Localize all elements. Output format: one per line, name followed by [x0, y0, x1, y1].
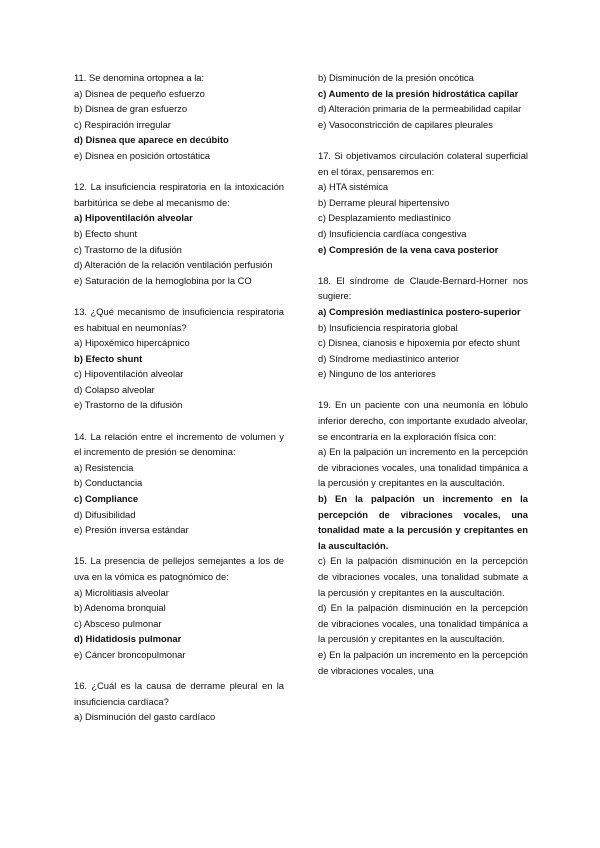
answer-option: e) Presión inversa estándar — [74, 524, 189, 536]
answer-option: d) Colapso alveolar — [74, 383, 155, 395]
answer-option: d) Síndrome mediastínico anterior — [318, 352, 460, 364]
answer-option: a) HTA sistémica — [318, 181, 389, 193]
answer-option-correct: d) Hidatidosis pulmonar — [74, 633, 182, 645]
answer-option-correct: b) Efecto shunt — [74, 352, 143, 364]
question-block — [318, 70, 528, 132]
answer-option: e) Vasoconstricción de capilares pleurales — [318, 118, 493, 130]
question-block — [74, 553, 284, 662]
question-block — [74, 70, 284, 164]
question-stem: 15. La presencia de pellejos semejantes a los de uva en la vómica es patognómico de: — [74, 555, 284, 582]
question-block — [74, 678, 284, 725]
left-column — [74, 70, 284, 741]
question-stem: 16. ¿Cuál es la causa de derrame pleural en la insuficiencia cardíaca? — [74, 680, 284, 707]
answer-option: c) En la palpación disminución en la percepción de vibraciones vocales, una tonalidad submate a la percusión y crepitantes en la auscultación. — [318, 555, 528, 598]
answer-option-correct: d) Disnea que aparece en decúbito — [74, 134, 229, 146]
question-stem: 12. La insuficiencia respiratoria en la intoxicación barbitúrica se debe al mecanismo de: — [74, 181, 284, 208]
question-block — [318, 273, 528, 382]
answer-option: a) Resistencia — [74, 461, 134, 473]
answer-option: b) Adenoma bronquial — [74, 602, 166, 614]
answer-option-correct: c) Compliance — [74, 493, 139, 505]
question-stem: 18. El síndrome de Claude-Bernard-Horner nos sugiere: — [318, 274, 528, 302]
answer-option: c) Respiración irregular — [74, 118, 171, 130]
answer-option: c) Hipoventilación alveolar — [74, 368, 184, 380]
answer-option-correct: b) En la palpación un incremento en la percepción de vibraciones vocales, una tonalidad mate a la percusión y crepitantes en la auscultación. — [318, 493, 528, 551]
answer-option: c) Absceso pulmonar — [74, 617, 162, 629]
question-stem: 19. En un paciente con una neumonía en lóbulo inferior derecho, con importante exudado alveolar, se encontraría en la exploración física con: — [318, 399, 528, 442]
answer-option-correct: a) Hipoventilación alveolar — [74, 212, 193, 224]
answer-option: b) Efecto shunt — [74, 227, 138, 239]
question-block — [74, 429, 284, 538]
answer-option: e) En la palpación un incremento en la percepción de vibraciones vocales, una — [318, 648, 528, 676]
answer-option: b) Disnea de gran esfuerzo — [74, 103, 188, 115]
answer-option: c) Disnea, cianosis e hipoxemia por efecto shunt — [318, 337, 520, 349]
answer-option-correct: a) Compresión mediastínica postero-superior — [318, 305, 521, 317]
right-column — [318, 70, 528, 694]
question-stem: 14. La relación entre el incremento de volumen y el incremento de presión se denomina: — [74, 430, 284, 458]
answer-option: b) Conductancia — [74, 477, 143, 489]
answer-option: b) Derrame pleural hipertensivo — [318, 196, 450, 208]
answer-option: d) En la palpación disminución en la percepción de vibraciones vocales, una tonalidad timpánica a la percusión y crepitantes en la auscultación. — [318, 602, 528, 645]
answer-option: d) Alteración primaria de la permeabilidad capilar — [318, 103, 522, 115]
answer-option: b) Disminución de la presión oncótica — [318, 72, 474, 83]
answer-option: c) Trastorno de la difusión — [74, 243, 182, 255]
question-block — [74, 304, 284, 413]
answer-option: c) Desplazamiento mediastínico — [318, 212, 451, 224]
answer-option: a) Hipoxémico hipercápnico — [74, 337, 190, 349]
answer-option: a) Disminución del gasto cardíaco — [74, 711, 216, 723]
answer-option: a) Disnea de pequeño esfuerzo — [74, 87, 205, 99]
answer-option: d) Alteración de la relación ventilación perfusión — [74, 259, 273, 271]
answer-option: a) En la palpación un incremento en la percepción de vibraciones vocales, una tonalidad timpánica a la percusión y crepitantes en la auscultación. — [318, 446, 528, 489]
answer-option: b) Insuficiencia respiratoria global — [318, 321, 458, 333]
question-block — [318, 397, 528, 678]
answer-option: e) Ninguno de los anteriores — [318, 368, 436, 380]
answer-option: d) Difusibilidad — [74, 508, 136, 520]
answer-option: e) Cáncer broncopulmonar — [74, 648, 186, 660]
answer-option-correct: c) Aumento de la presión hidrostática capilar — [318, 87, 519, 99]
answer-option: e) Trastorno de la difusión — [74, 399, 183, 411]
answer-option: e) Disnea en posición ortostática — [74, 149, 211, 161]
answer-option: e) Saturación de la hemoglobina por la CO — [74, 274, 252, 286]
answer-option: a) Microlitiasis alveolar — [74, 586, 169, 598]
question-stem: 17. Si objetivamos circulación colateral superficial en el tórax, pensaremos en: — [318, 149, 528, 177]
question-block — [318, 148, 528, 257]
question-stem: 13. ¿Qué mecanismo de insuficiencia respiratoria es habitual en neumonías? — [74, 305, 284, 333]
answer-option: d) Insuficiencia cardíaca congestiva — [318, 227, 467, 239]
question-stem: 11. Se denomina ortopnea a la: — [74, 72, 205, 83]
answer-option-correct: e) Compresión de la vena cava posterior — [318, 243, 499, 255]
question-block — [74, 179, 284, 288]
